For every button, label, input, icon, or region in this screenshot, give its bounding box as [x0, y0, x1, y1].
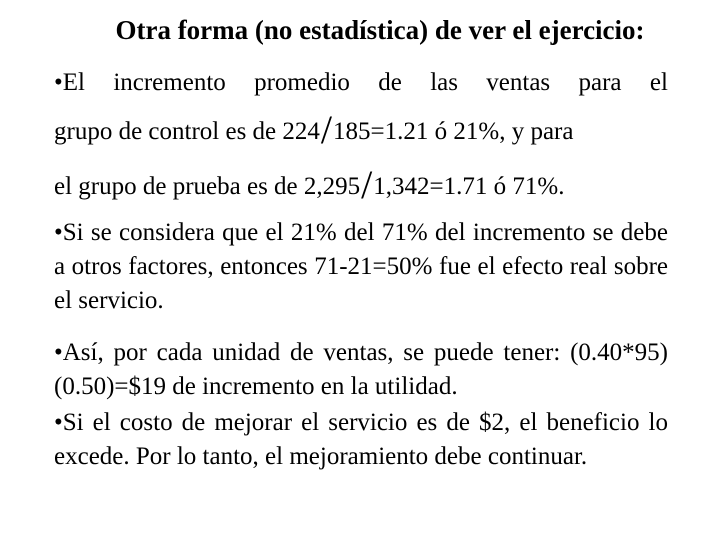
bullet-1-line-1-words [54, 66, 668, 100]
bullet-1-line-1 [54, 66, 668, 100]
fraction-text-after: 1,342=1.71 ó 71%. [373, 173, 565, 200]
fraction-slash: / [320, 107, 333, 152]
fraction-text-after: 185=1.21 ó 21%, y para [333, 118, 574, 145]
bullet-1-line-3 [54, 162, 668, 207]
word: promedio [254, 69, 350, 96]
word: el [649, 69, 668, 96]
slide-title: Otra forma (no estadística) de ver el ejercicio: [115, 15, 645, 45]
word: •El [54, 69, 85, 96]
bullet-3: •Así, por cada unidad de ventas, se puede tener: (0.40*95)(0.50)=$19 de incremento en la utilidad. [54, 339, 668, 400]
word: ventas [486, 69, 551, 96]
word: incremento [113, 69, 226, 96]
fraction-slash: / [361, 162, 373, 207]
word: de [378, 69, 402, 96]
bullet-1-line-2 [54, 107, 668, 152]
word: las [430, 69, 458, 96]
fraction-text-before: grupo de control es de 224 [54, 118, 320, 145]
word: para [578, 69, 622, 96]
fraction-text-before: el grupo de prueba es de 2,295 [54, 173, 361, 200]
bullet-4: •Si el costo de mejorar el servicio es de $2, el beneficio lo excede. Por lo tanto, el mejoramiento debe continuar. [54, 409, 668, 470]
bullet-2: •Si se considera que el 21% del 71% del incremento se debe a otros factores, entonces 71-21=50% fue el efecto real sobre el servicio. [54, 219, 668, 314]
